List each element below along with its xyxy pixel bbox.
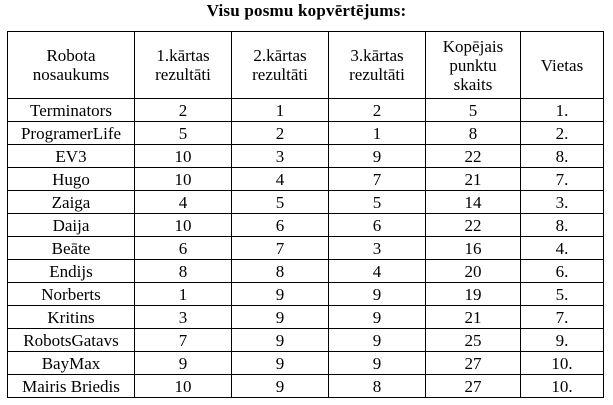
place-cell: 1. xyxy=(521,99,604,122)
table-row xyxy=(8,145,604,168)
table-row xyxy=(8,99,604,122)
round-2-cell: 5 xyxy=(232,191,329,214)
header-line: Robota xyxy=(46,46,96,65)
table-row xyxy=(8,191,604,214)
robot-name-cell: Terminators xyxy=(8,99,135,122)
place-cell: 3. xyxy=(521,191,604,214)
table-row xyxy=(8,375,604,398)
round-3-cell: 9 xyxy=(329,283,426,306)
place-cell: 2. xyxy=(521,122,604,145)
header-round-2-results xyxy=(232,32,329,99)
table-header xyxy=(8,32,604,99)
table-row xyxy=(8,283,604,306)
round-1-cell: 6 xyxy=(135,237,232,260)
round-2-cell: 4 xyxy=(232,168,329,191)
robot-name-cell: Beāte xyxy=(8,237,135,260)
robot-name-cell: EV3 xyxy=(8,145,135,168)
table-row xyxy=(8,260,604,283)
robot-name-cell: RobotsGatavs xyxy=(8,329,135,352)
place-cell: 9. xyxy=(521,329,604,352)
round-2-cell: 8 xyxy=(232,260,329,283)
round-1-cell: 10 xyxy=(135,145,232,168)
round-3-cell: 4 xyxy=(329,260,426,283)
total-points-cell: 27 xyxy=(426,352,521,375)
round-1-cell: 8 xyxy=(135,260,232,283)
results-table xyxy=(7,31,604,398)
total-points-cell: 21 xyxy=(426,306,521,329)
robot-name-cell: Norberts xyxy=(8,283,135,306)
header-line: rezultāti xyxy=(252,65,308,84)
total-points-cell: 19 xyxy=(426,283,521,306)
round-1-cell: 10 xyxy=(135,168,232,191)
total-points-cell: 21 xyxy=(426,168,521,191)
robot-name-cell: ProgramerLife xyxy=(8,122,135,145)
round-2-cell: 9 xyxy=(232,375,329,398)
total-points-cell: 14 xyxy=(426,191,521,214)
place-cell: 7. xyxy=(521,168,604,191)
place-cell: 10. xyxy=(521,375,604,398)
round-1-cell: 10 xyxy=(135,375,232,398)
place-cell: 10. xyxy=(521,352,604,375)
table-row xyxy=(8,122,604,145)
robot-name-cell: Hugo xyxy=(8,168,135,191)
header-place xyxy=(521,32,604,99)
robot-name-cell: BayMax xyxy=(8,352,135,375)
place-cell: 6. xyxy=(521,260,604,283)
round-3-cell: 9 xyxy=(329,329,426,352)
place-cell: 5. xyxy=(521,283,604,306)
table-row xyxy=(8,214,604,237)
total-points-cell: 16 xyxy=(426,237,521,260)
round-2-cell: 1 xyxy=(232,99,329,122)
round-3-cell: 9 xyxy=(329,145,426,168)
round-1-cell: 7 xyxy=(135,329,232,352)
round-3-cell: 9 xyxy=(329,306,426,329)
robot-name-cell: Kritins xyxy=(8,306,135,329)
round-3-cell: 7 xyxy=(329,168,426,191)
header-total-points xyxy=(426,32,521,99)
round-1-cell: 2 xyxy=(135,99,232,122)
round-1-cell: 1 xyxy=(135,283,232,306)
total-points-cell: 27 xyxy=(426,375,521,398)
round-1-cell: 9 xyxy=(135,352,232,375)
header-line: nosaukums xyxy=(32,65,110,84)
place-cell: 7. xyxy=(521,306,604,329)
table-body xyxy=(8,99,604,398)
header-line: rezultāti xyxy=(155,65,211,84)
round-3-cell: 9 xyxy=(329,352,426,375)
round-2-cell: 3 xyxy=(232,145,329,168)
round-2-cell: 9 xyxy=(232,352,329,375)
round-2-cell: 9 xyxy=(232,283,329,306)
total-points-cell: 22 xyxy=(426,214,521,237)
header-robot-name xyxy=(8,32,135,99)
round-3-cell: 1 xyxy=(329,122,426,145)
robot-name-cell: Mairis Briedis xyxy=(8,375,135,398)
table-row xyxy=(8,168,604,191)
round-2-cell: 9 xyxy=(232,329,329,352)
place-cell: 4. xyxy=(521,237,604,260)
header-line: 3.kārtas xyxy=(350,46,404,65)
header-line: Kopējais xyxy=(442,36,504,56)
round-2-cell: 2 xyxy=(232,122,329,145)
round-1-cell: 5 xyxy=(135,122,232,145)
table-row xyxy=(8,352,604,375)
round-2-cell: 9 xyxy=(232,306,329,329)
round-3-cell: 3 xyxy=(329,237,426,260)
header-round-1-results xyxy=(135,32,232,99)
round-3-cell: 8 xyxy=(329,375,426,398)
header-line: punktu xyxy=(449,55,497,75)
total-points-cell: 8 xyxy=(426,122,521,145)
header-round-3-results xyxy=(329,32,426,99)
table-row xyxy=(8,237,604,260)
round-2-cell: 6 xyxy=(232,214,329,237)
total-points-cell: 20 xyxy=(426,260,521,283)
header-line: skaits xyxy=(453,74,493,94)
round-1-cell: 10 xyxy=(135,214,232,237)
page-title: Visu posmu kopvērtējums: xyxy=(206,1,407,20)
round-1-cell: 3 xyxy=(135,306,232,329)
header-line: Vietas xyxy=(540,55,584,75)
place-cell: 8. xyxy=(521,214,604,237)
round-2-cell: 7 xyxy=(232,237,329,260)
table-row xyxy=(8,329,604,352)
round-3-cell: 6 xyxy=(329,214,426,237)
round-1-cell: 4 xyxy=(135,191,232,214)
total-points-cell: 22 xyxy=(426,145,521,168)
round-3-cell: 2 xyxy=(329,99,426,122)
table-row xyxy=(8,306,604,329)
total-points-cell: 25 xyxy=(426,329,521,352)
round-3-cell: 5 xyxy=(329,191,426,214)
robot-name-cell: Zaiga xyxy=(8,191,135,214)
total-points-cell: 5 xyxy=(426,99,521,122)
header-row xyxy=(8,32,604,99)
header-line: 1.kārtas xyxy=(156,46,210,65)
place-cell: 8. xyxy=(521,145,604,168)
robot-name-cell: Endijs xyxy=(8,260,135,283)
header-line: 2.kārtas xyxy=(253,46,307,65)
robot-name-cell: Daija xyxy=(8,214,135,237)
header-line: rezultāti xyxy=(349,65,405,84)
